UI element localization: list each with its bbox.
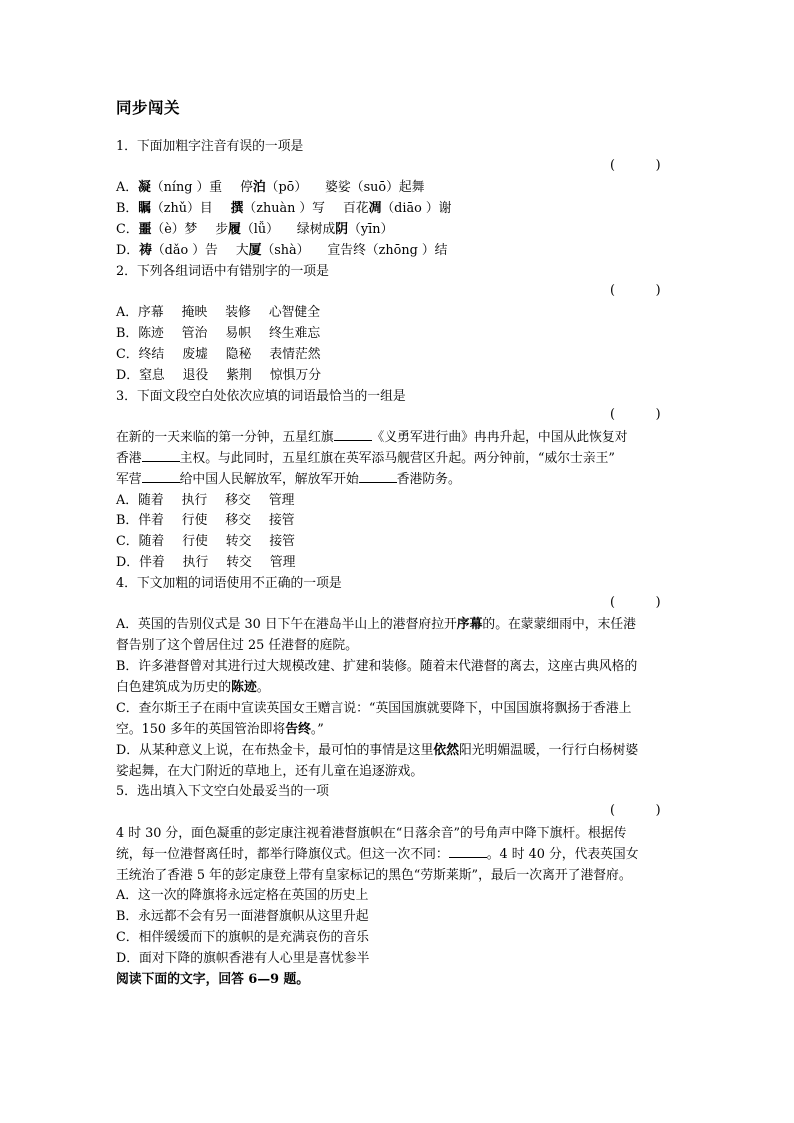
q3-option-d: D．伴着 执行 转交 管理 (116, 555, 296, 570)
q3-passage-line-3: 军营 给中国人民解放军，解放军开始 香港防务。 (116, 472, 461, 487)
q5-option-b: B．永远都不会有另一面港督旗帜从这里升起 (116, 909, 369, 924)
q1-answer-blank: ( ) (610, 158, 661, 173)
fill-blank[interactable] (142, 449, 180, 462)
q4-stem: 4．下文加粗的词语使用不正确的一项是 (116, 576, 342, 591)
q4-option-a-line-1: A．英国的告别仪式是 30 日下午在港岛半山上的港督府拉开序幕的。在蒙蒙细雨中，末任港 (116, 617, 636, 632)
q4-option-b-line-1: B．许多港督曾对其进行过大规模改建、扩建和装修。随着末代港督的离去，这座古典风格的 (116, 659, 638, 674)
reading-instruction: 阅读下面的文字，回答 6—9 题。 (116, 972, 310, 987)
q3-passage-line-2: 香港 主权。与此同时，五星红旗在英军添马舰营区升起。两分钟前，“威尔士亲王” (116, 451, 615, 466)
q3-option-b: B．伴着 行使 移交 接管 (116, 513, 295, 528)
q3-stem: 3．下面文段空白处依次应填的词语最恰当的一组是 (116, 389, 406, 404)
q1-option-b: B．瞩（zhǔ）目 撰（zhuàn ）写 百花凋（diāo ）谢 (116, 201, 452, 216)
q2-option-b: B．陈迹 管治 易帜 终生难忘 (116, 326, 321, 341)
q5-passage-line-2: 统，每一位港督离任时，都举行降旗仪式。但这一次不同： 。4 时 40 分，代表英国女 (116, 847, 639, 862)
q5-option-c: C．相伴缓缓而下的旗帜的是充满哀伤的音乐 (116, 930, 369, 945)
q1-stem: 1．下面加粗字注音有误的一项是 (116, 139, 304, 154)
fill-blank[interactable] (449, 845, 487, 858)
q2-option-d: D．窒息 退役 紫荆 惊惧万分 (116, 368, 322, 383)
q5-answer-blank: ( ) (610, 803, 661, 818)
page-title: 同步闯关 (116, 98, 181, 117)
fill-blank[interactable] (359, 470, 397, 483)
q4-option-d-line-1: D．从某种意义上说，在布热金卡，最可怕的事情是这里依然阳光明媚温暖，一行行白杨树婆 (116, 743, 639, 758)
q1-option-a: A．凝（níng ）重 停泊（pō） 婆娑（suō）起舞 (116, 180, 425, 195)
q3-passage-line-1: 在新的一天来临的第一分钟，五星红旗 《义勇军进行曲》冉冉升起，中国从此恢复对 (116, 430, 628, 445)
q1-option-d: D．祷（dǎo ）告 大厦（shà） 宣告终（zhōng ）结 (116, 243, 448, 258)
q5-option-d: D．面对下降的旗帜香港有人心里是喜忧参半 (116, 951, 370, 966)
q4-option-b-line-2: 白色建筑成为历史的陈迹。 (116, 680, 270, 695)
q3-option-c: C．随着 行使 转交 接管 (116, 534, 295, 549)
q3-answer-blank: ( ) (610, 407, 661, 422)
q5-passage-line-1: 4 时 30 分，面色凝重的彭定康注视着港督旗帜在“日落余音”的号角声中降下旗杆。根据传 (116, 826, 627, 841)
q5-option-a: A．这一次的降旗将永远定格在英国的历史上 (116, 888, 369, 903)
q2-stem: 2．下列各组词语中有错别字的一项是 (116, 264, 329, 279)
q4-option-c-line-1: C．查尔斯王子在雨中宣读英国女王赠言说：“英国国旗就要降下，中国国旗将飘扬于香港上 (116, 701, 632, 716)
fill-blank[interactable] (334, 428, 372, 441)
q2-option-a: A．序幕 掩映 装修 心智健全 (116, 305, 321, 320)
q4-option-a-line-2: 督告别了这个曾居住过 25 任港督的庭院。 (116, 638, 358, 653)
q5-stem: 5．选出填入下文空白处最妥当的一项 (116, 784, 329, 799)
q5-passage-line-3: 王统治了香港 5 年的彭定康登上带有皇家标记的黑色“劳斯莱斯”，最后一次离开了港督府。 (116, 868, 632, 883)
q2-option-c: C．终结 废墟 隐秘 表情茫然 (116, 347, 321, 362)
q3-option-a: A．随着 执行 移交 管理 (116, 493, 295, 508)
q1-option-c: C．噩（è）梦 步履（lǚ） 绿树成阴（yīn） (116, 222, 394, 237)
q4-option-c-line-2: 空。150 多年的英国管治即将告终。” (116, 722, 324, 737)
q2-answer-blank: ( ) (610, 283, 661, 298)
q4-option-d-line-2: 娑起舞，在大门附近的草地上，还有儿童在追逐游戏。 (116, 764, 424, 779)
q4-answer-blank: ( ) (610, 595, 661, 610)
fill-blank[interactable] (142, 470, 180, 483)
